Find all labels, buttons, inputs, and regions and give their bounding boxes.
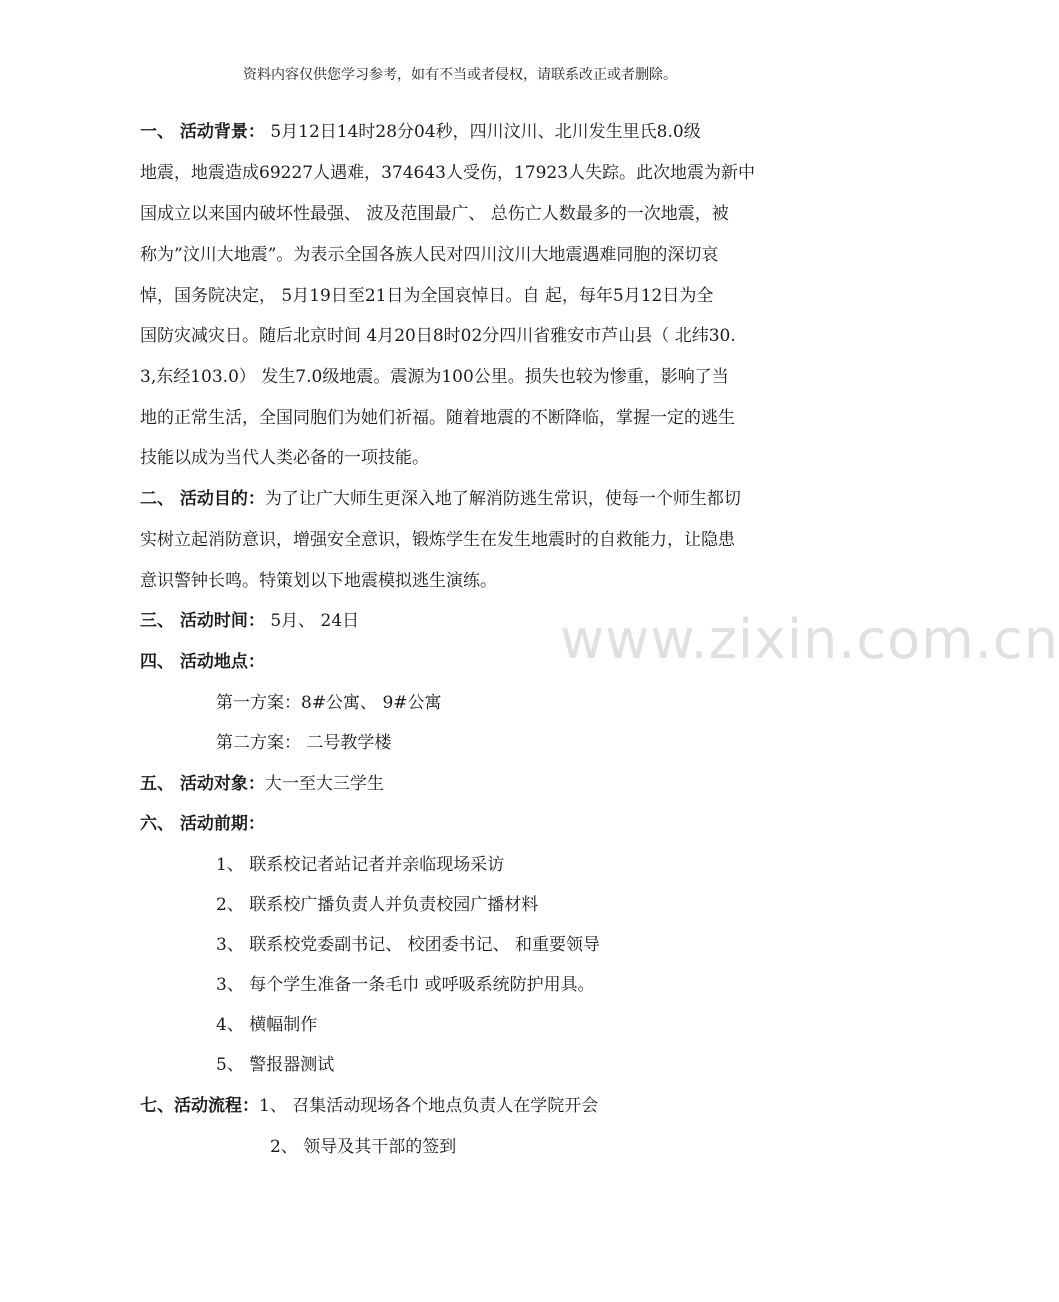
watermark: www.zixin.com.cn [560, 608, 1059, 671]
section-4-plan-2: 第二方案： 二号教学楼 [216, 733, 392, 753]
section-7-label: 七、活动流程： [140, 1096, 259, 1116]
section-5-label: 五、 活动对象： [140, 774, 265, 794]
section-1-label: 一、 活动背景： [140, 122, 265, 142]
section-6-item-1: 1、 联系校记者站记者并亲临现场采访 [216, 855, 505, 875]
section-6-label: 六、 活动前期： [140, 814, 265, 834]
section-1-line-7: 3,东经103.0） 发生7.0级地震。震源为100公里。损失也较为惨重，影响了当 [140, 367, 729, 387]
section-1-line-8: 地的正常生活，全国同胞们为她们祈福。随着地震的不断降临，掌握一定的逃生 [140, 408, 735, 428]
section-7-item-1: 1、 召集活动现场各个地点负责人在学院开会 [259, 1096, 599, 1116]
section-5-value: 大一至大三学生 [264, 774, 384, 794]
section-7-line [140, 1095, 598, 1117]
section-1-line-2: 地震，地震造成69227人遇难，374643人受伤，17923人失踪。此次地震为新中 [140, 163, 756, 183]
section-6-item-3: 3、 联系校党委副书记、 校团委书记、 和重要领导 [216, 935, 601, 955]
section-1-line-9: 技能以成为当代人类必备的一项技能。 [140, 448, 429, 468]
section-1-line-5: 悼，国务院决定， 5月19日至21日为全国哀悼日。自 起，每年5月12日为全 [140, 286, 714, 306]
section-6-line [140, 813, 265, 835]
section-4-plan-1: 第一方案：8#公寓、 9#公寓 [216, 693, 442, 713]
section-3-value: 5月、 24日 [264, 611, 360, 631]
section-1-text: 5月12日14时28分04秒，四川汶川、北川发生里氏8.0级 [264, 122, 701, 142]
section-2-line-2: 实树立起消防意识，增强安全意识，锻炼学生在发生地震时的自救能力，让隐患 [140, 530, 735, 550]
section-3-line [140, 610, 359, 632]
section-2-text: 为了让广大师生更深入地了解消防逃生常识，使每一个师生都切 [264, 489, 741, 509]
document-header-notice: 资料内容仅供您学习参考，如有不当或者侵权，请联系改正或者删除。 [243, 67, 677, 83]
section-1-line-4: 称为”汶川大地震”。为表示全国各族人民对四川汶川大地震遇难同胞的深切哀 [140, 245, 719, 265]
section-1-line-3: 国成立以来国内破坏性最强、 波及范围最广、 总伤亡人数最多的一次地震，被 [140, 204, 729, 224]
section-6-item-5: 4、 横幅制作 [216, 1015, 318, 1035]
section-7-item-2: 2、 领导及其干部的签到 [270, 1137, 457, 1157]
section-4-label: 四、 活动地点： [140, 652, 265, 672]
section-5-line [140, 773, 384, 795]
section-2-line-3: 意识警钟长鸣。特策划以下地震模拟逃生演练。 [140, 571, 497, 591]
section-2-line-1 [140, 488, 741, 510]
section-1-line-1 [140, 121, 701, 143]
section-1-line-6: 国防灾减灾日。随后北京时间 4月20日8时02分四川省雅安市芦山县（ 北纬30. [140, 326, 736, 346]
section-3-label: 三、 活动时间： [140, 611, 265, 631]
section-6-item-6: 5、 警报器测试 [216, 1055, 335, 1075]
section-6-item-4: 3、 每个学生准备一条毛巾 或呼吸系统防护用具。 [216, 975, 595, 995]
section-6-item-2: 2、 联系校广播负责人并负责校园广播材料 [216, 895, 539, 915]
section-2-label: 二、 活动目的： [140, 489, 265, 509]
section-4-line [140, 651, 265, 673]
